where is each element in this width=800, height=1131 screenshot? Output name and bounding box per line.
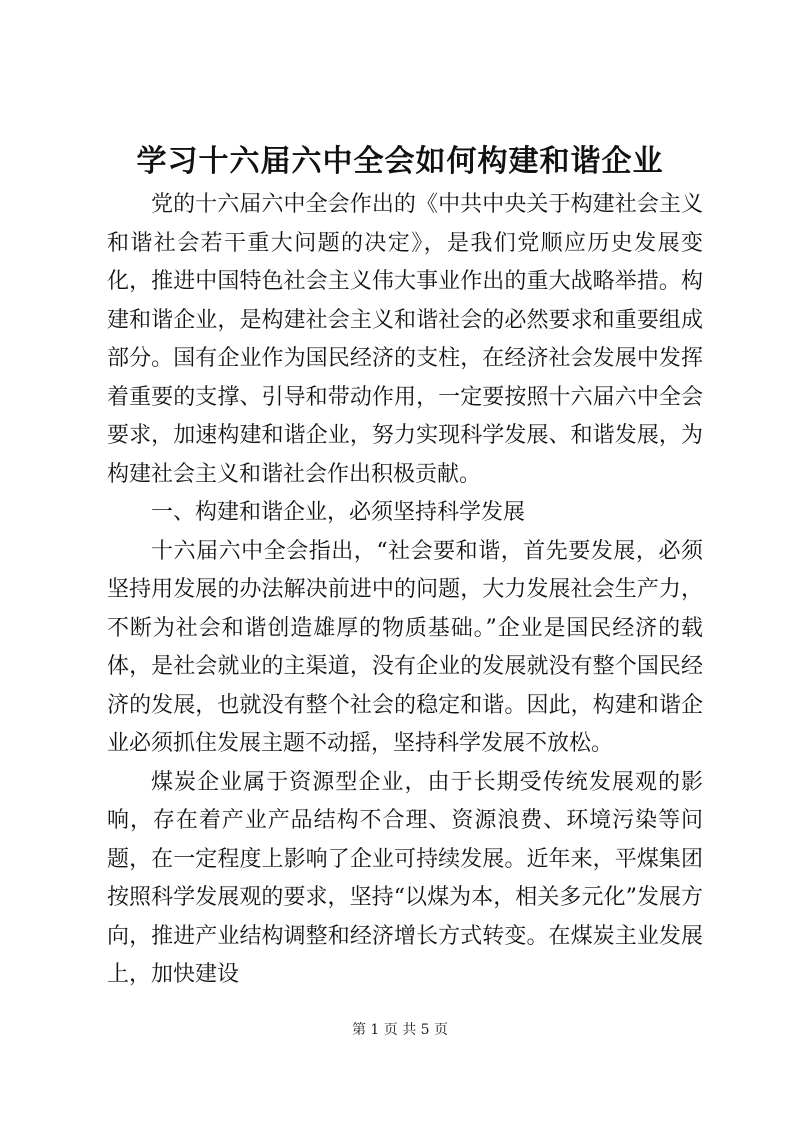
paragraph-coal-enterprise: 煤炭企业属于资源型企业，由于长期受传统发展观的影响，存在着产业产品结构不合理、资源浪费、环境污染等问题，在一定程度上影响了企业可持续发展。近年来，平煤集团按照科学发展观的要求，坚持“以煤为本，相关多元化”发展方向，推进产业结构调整和经济增长方式转变。在煤炭主业发展上，加快建设 xyxy=(107,769,703,987)
page-number-footer: 第 1 页 共 5 页 xyxy=(351,1022,449,1038)
document-title: 学习十六届六中全会如何构建和谐企业 xyxy=(136,144,664,179)
section-heading-1: 一、构建和谐企业，必须坚持科学发展 xyxy=(151,500,526,525)
paragraph-section-1: 十六届六中全会指出，“社会要和谐，首先要发展，必须坚持用发展的办法解决前进中的问题，大力发展社会生产力，不断为社会和谐创造雄厚的物质基础。”企业是国民经济的载体，是社会就业的主渠道，没有企业的发展就没有整个国民经济的发展，也就没有整个社会的稳定和谐。因此，构建和谐企业必须抓住发展主题不动摇，坚持科学发展不放松。 xyxy=(107,538,703,756)
document-body xyxy=(107,186,703,995)
paragraph-intro: 党的十六届六中全会作出的《中共中央关于构建社会主义和谐社会若干重大问题的决定》，是我们党顺应历史发展变化，推进中国特色社会主义伟大事业作出的重大战略举措。构建和谐企业，是构建社会主义和谐社会的必然要求和重要组成部分。国有企业作为国民经济的支柱，在经济社会发展中发挥着重要的支撑、引导和带动作用，一定要按照十六届六中全会要求，加速构建和谐企业，努力实现科学发展、和谐发展，为构建社会主义和谐社会作出积极贡献。 xyxy=(107,192,703,487)
